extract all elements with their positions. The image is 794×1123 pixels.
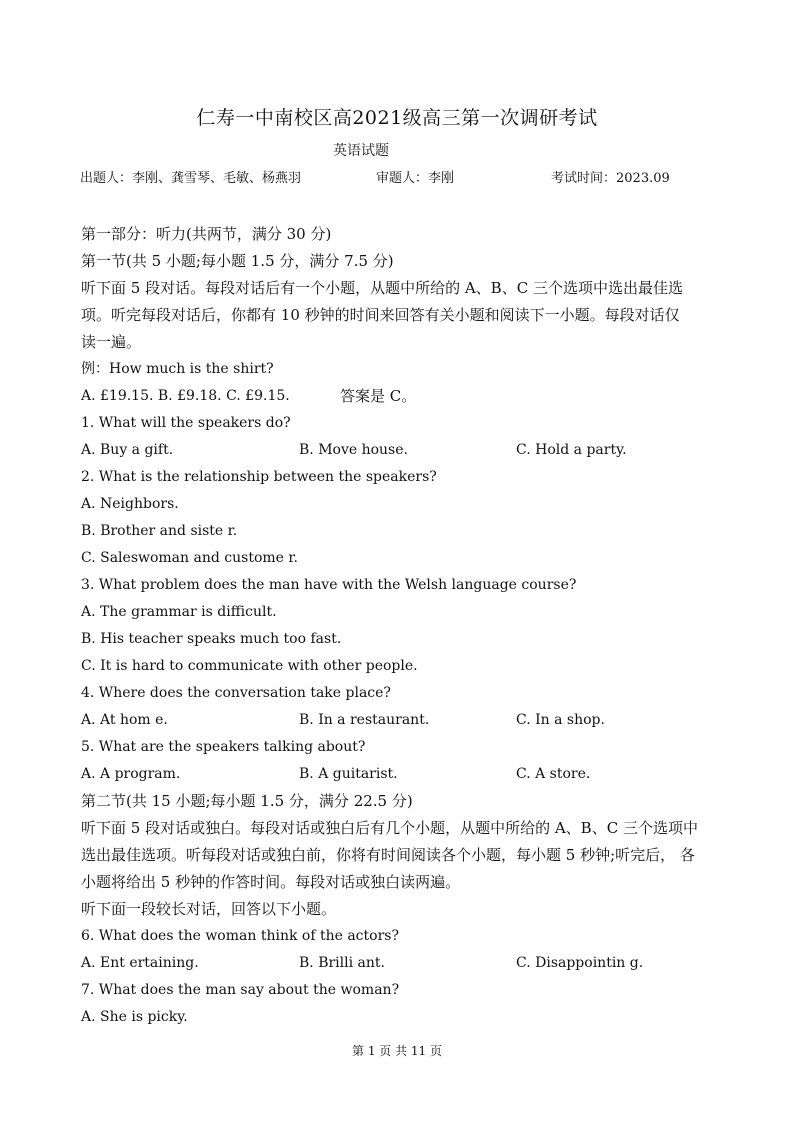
option-c: C. In a shop. (516, 712, 605, 728)
option-c: C. Saleswoman and custome r. (81, 550, 298, 566)
option-a: A. At hom e. (81, 712, 168, 728)
example-row (81, 383, 721, 410)
option-b: B. Brother and siste r. (81, 523, 238, 539)
option-a: A. Neighbors. (81, 496, 179, 512)
option-b: B. Brilli ant. (299, 955, 385, 971)
option-a: A. Buy a gift. (81, 442, 174, 458)
instruction-line: 项。听完每段对话后，你都有 10 秒钟的时间来回答有关小题和阅读下一小题。每段对话仅 (81, 306, 680, 324)
instruction-line: 听下面 5 段对话。每段对话后有一个小题，从题中所给的 A、B、C 三个选项中选出最佳选 (81, 279, 683, 297)
section1-heading: 第一节(共 5 小题;每小题 1.5 分，满分 7.5 分) (81, 252, 394, 270)
options-row (81, 761, 721, 788)
option-c: C. Disappointin g. (516, 955, 644, 971)
instruction-line: 小题将给出 5 秒钟的作答时间。每段对话或独白读两遍。 (81, 873, 461, 891)
exam-body (81, 221, 721, 1031)
question-text: 4. Where does the conversation take place? (81, 685, 391, 701)
dialogue-intro: 听下面一段较长对话，回答以下小题。 (81, 900, 337, 918)
instruction-line: 选出最佳选项。听每段对话或独白前，你将有时间阅读各个小题，每小题 5 秒钟;听完后， 各 (81, 846, 695, 864)
instruction-line: 读一遍。 (81, 333, 142, 351)
option-c: C. Hold a party. (516, 442, 627, 458)
question-text: 2. What is the relationship between the speakers? (81, 469, 437, 485)
option-b: B. His teacher speaks much too fast. (81, 631, 342, 647)
question-text: 7. What does the man say about the woman? (81, 982, 400, 998)
option-a: A. Ent ertaining. (81, 955, 199, 971)
option-a: A. The grammar is difficult. (81, 604, 277, 620)
option-b: B. A guitarist. (299, 766, 398, 782)
exam-title: 仁寿一中南校区高2021级高三第一次调研考试 (196, 107, 598, 129)
setters-info: 出题人：李刚、龚雪琴、毛敏、杨燕羽 (80, 171, 302, 186)
question-text: 5. What are the speakers talking about? (81, 739, 366, 755)
options-row (81, 707, 721, 734)
part1-heading: 第一部分：听力(共两节，满分 30 分) (81, 225, 332, 243)
page-footer: 第 1 页 共 11 页 (352, 1044, 442, 1058)
option-a: A. She is picky. (81, 1009, 188, 1025)
section2-heading: 第二节(共 15 小题;每小题 1.5 分，满分 22.5 分) (81, 792, 413, 810)
options-row (81, 437, 721, 464)
option-b: B. In a restaurant. (299, 712, 430, 728)
instruction-line: 听下面 5 段对话或独白。每段对话或独白后有几个小题，从题中所给的 A、B、C 三个选项中 (81, 819, 698, 837)
option-c: C. It is hard to communicate with other people. (81, 658, 418, 674)
example-options: A. £19.15. B. £9.18. C. £9.15. (81, 388, 290, 404)
options-row (81, 950, 721, 977)
question-text: 3. What problem does the man have with the Welsh language course? (81, 577, 577, 593)
exam-time-info: 考试时间：2023.09 (551, 171, 670, 186)
option-a: A. A program. (81, 766, 181, 782)
example-answer: 答案是 C。 (340, 387, 417, 405)
question-text: 6. What does the woman think of the actors? (81, 928, 399, 944)
reviewer-info: 审题人：李刚 (376, 171, 455, 186)
question-text: 1. What will the speakers do? (81, 415, 291, 431)
exam-subtitle: 英语试题 (333, 143, 389, 159)
option-c: C. A store. (516, 766, 591, 782)
option-b: B. Move house. (299, 442, 408, 458)
example-question: 例：How much is the shirt? (81, 361, 274, 377)
